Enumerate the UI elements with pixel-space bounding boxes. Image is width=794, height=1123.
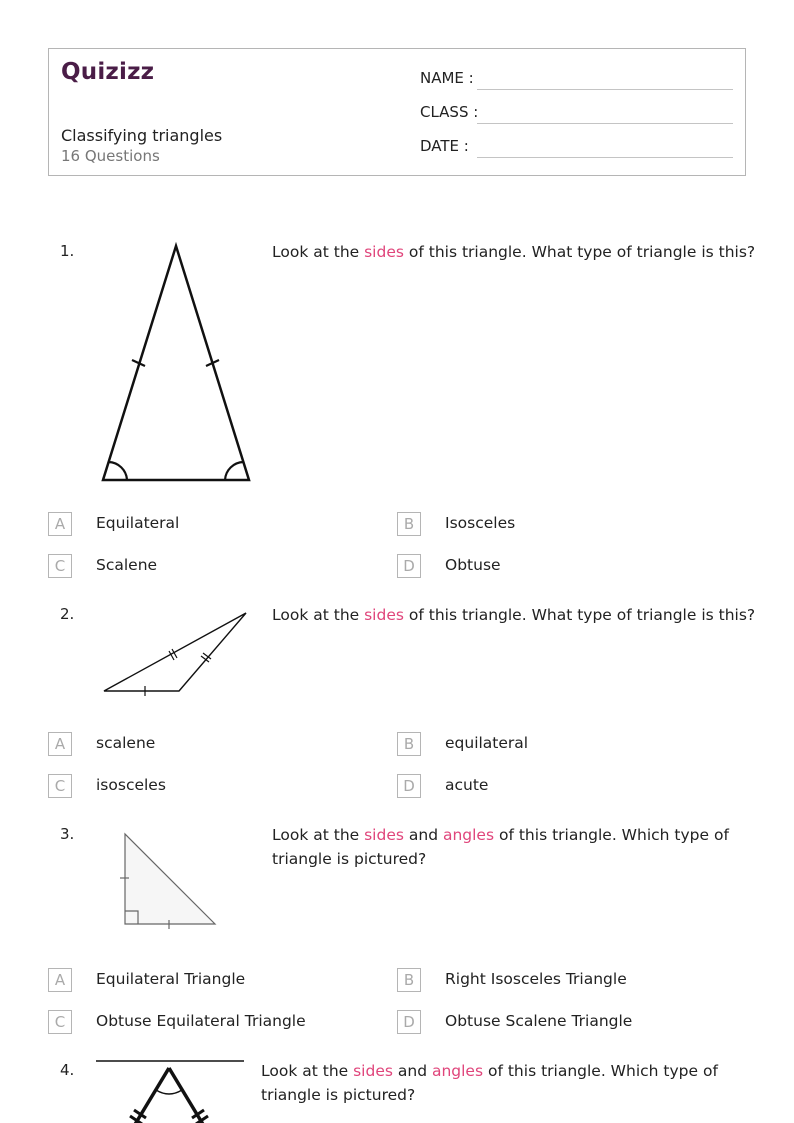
option-a-text[interactable]: Equilateral Triangle: [96, 970, 246, 988]
option-c-box[interactable]: C: [48, 554, 72, 578]
question-number: 2.: [60, 605, 75, 623]
option-b-box[interactable]: B: [397, 968, 421, 992]
option-b-text[interactable]: equilateral: [445, 734, 529, 752]
option-d-text[interactable]: acute: [445, 776, 489, 794]
option-c-text[interactable]: Obtuse Equilateral Triangle: [96, 1012, 306, 1030]
class-field[interactable]: [477, 123, 733, 124]
option-b-text[interactable]: Right Isosceles Triangle: [445, 970, 627, 988]
quizizz-logo: Quizizz: [61, 59, 155, 85]
class-label: CLASS :: [420, 103, 479, 121]
option-d-box[interactable]: D: [397, 554, 421, 578]
question-number: 1.: [60, 242, 75, 260]
name-field[interactable]: [477, 89, 733, 90]
right-triangle-figure: [118, 828, 222, 932]
question-text: Look at the sides of this triangle. What type of triangle is this?: [272, 243, 756, 261]
option-a-text[interactable]: scalene: [96, 734, 156, 752]
option-d-text[interactable]: Obtuse: [445, 556, 501, 574]
option-a-box[interactable]: A: [48, 968, 72, 992]
option-d-box[interactable]: D: [397, 1010, 421, 1034]
option-b-text[interactable]: Isosceles: [445, 514, 516, 532]
scalene-triangle-figure: [100, 608, 250, 698]
question-text: Look at the sides and angles of this triangle. Which type of triangle is pictured?: [272, 826, 729, 868]
date-field[interactable]: [477, 157, 733, 158]
option-c-text[interactable]: Scalene: [96, 556, 158, 574]
name-label: NAME :: [420, 69, 474, 87]
option-d-text[interactable]: Obtuse Scalene Triangle: [445, 1012, 633, 1030]
option-a-box[interactable]: A: [48, 732, 72, 756]
date-label: DATE :: [420, 137, 469, 155]
triangle-figure: [96, 1058, 246, 1123]
worksheet-title: Classifying triangles: [61, 126, 223, 145]
isosceles-triangle-figure: [96, 238, 261, 488]
worksheet-header: [48, 48, 746, 176]
question-count: 16 Questions: [61, 147, 160, 165]
option-b-box[interactable]: B: [397, 732, 421, 756]
option-a-text[interactable]: Equilateral: [96, 514, 180, 532]
question-number: 3.: [60, 825, 75, 843]
option-d-box[interactable]: D: [397, 774, 421, 798]
option-c-text[interactable]: isosceles: [96, 776, 166, 794]
option-b-box[interactable]: B: [397, 512, 421, 536]
option-a-box[interactable]: A: [48, 512, 72, 536]
question-text: Look at the sides of this triangle. What type of triangle is this?: [272, 606, 756, 624]
question-number: 4.: [60, 1061, 75, 1079]
option-c-box[interactable]: C: [48, 1010, 72, 1034]
option-c-box[interactable]: C: [48, 774, 72, 798]
question-text: Look at the sides and angles of this triangle. Which type of triangle is pictured?: [261, 1062, 718, 1104]
